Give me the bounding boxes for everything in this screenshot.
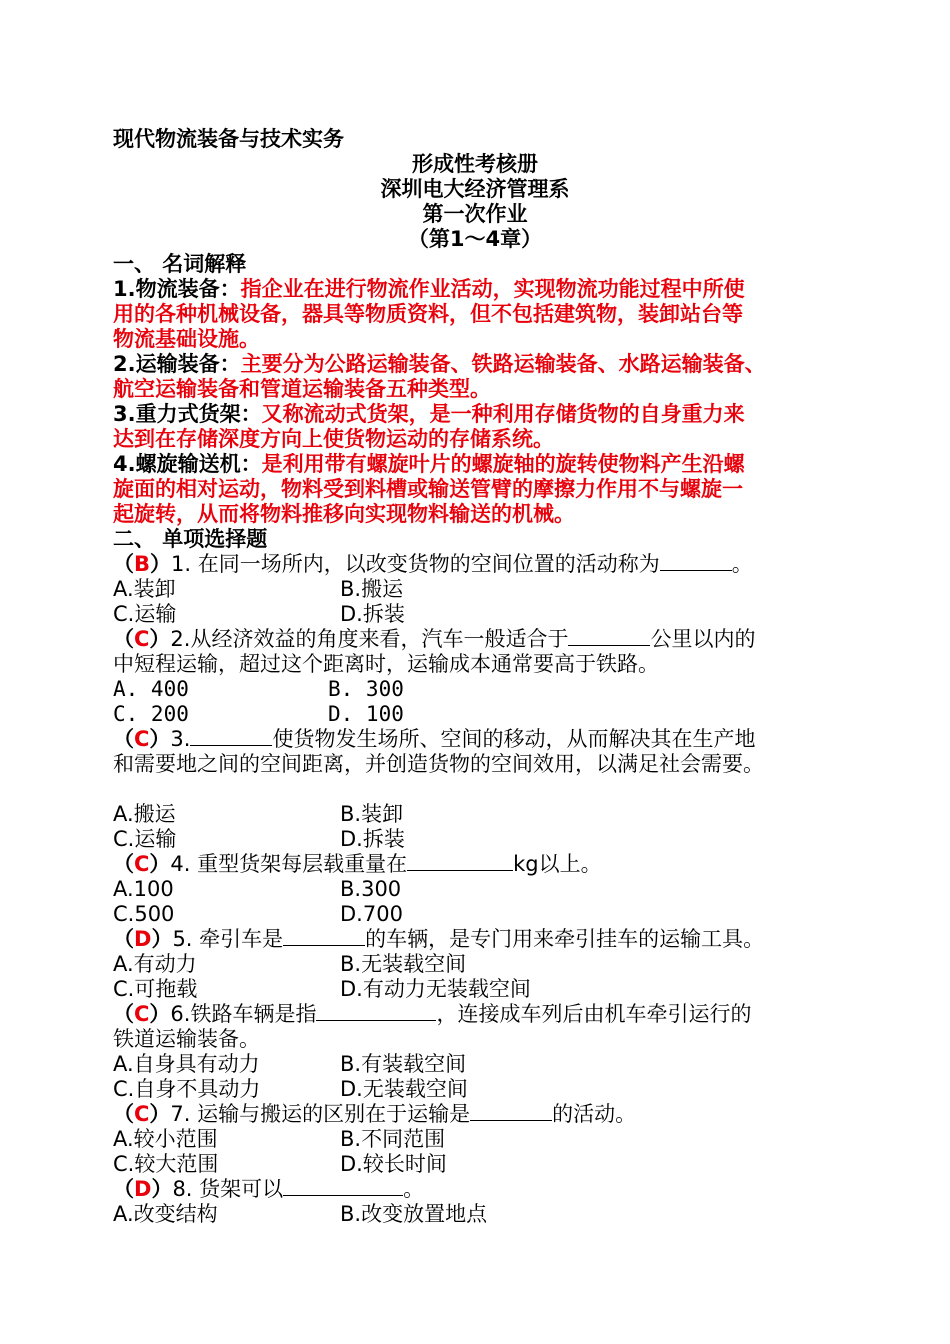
answer-letter: D [134,927,152,951]
option-d: D.有动力无装载空间 [340,977,531,1001]
term-definition: 主要分为公路运输装备、铁路运输装备、水路运输装备、 [240,352,766,376]
answer-blank [283,1177,403,1196]
term-1 [113,277,745,302]
option-a: A. 400 [113,677,189,701]
answer-letter: D [134,1177,152,1201]
term-label: 2.运输装备： [113,352,241,376]
answer-blank [568,627,650,646]
question-text: 4. 重型货架每层载重量在 [170,852,408,876]
subtitle-department: 深圳电大经济管理系 [380,177,570,201]
option-c: C.较大范围 [113,1152,219,1176]
subtitle-assignment: 第一次作业 [422,202,528,226]
answer-letter: B [134,552,151,576]
term-4 [113,452,745,477]
section2-heading: 二、 单项选择题 [113,527,268,551]
term-definition: 是利用带有螺旋叶片的螺旋轴的旋转使物料产生沿螺 [261,452,745,476]
option-b: B.装卸 [340,802,404,826]
question-text: 和需要地之间的空间距离，并创造货物的空间效用，以满足社会需要。 [113,752,764,776]
option-a: A.有动力 [113,952,197,976]
term-definition: 用的各种机械设备，器具等物质资料，但不包括建筑物，装卸站台等 [113,302,743,326]
option-c: C. 200 [113,702,189,726]
answer-blank [660,552,732,571]
question-7: （C）7. 运输与搬运的区别在于运输是 的活动。 [113,1102,637,1126]
option-a: A.100 [113,877,174,901]
term-definition: 又称流动式货架，是一种利用存储货物的自身重力来 [261,402,745,426]
option-b: B. 300 [328,677,404,701]
question-6: （C）6.铁路车辆是指 ，连接成车列后由机车牵引运行的 [113,1002,752,1026]
answer-blank [407,852,513,871]
question-3: （C）3. 使货物发生场所、空间的移动，从而解决其在生产地 [113,727,756,751]
option-b: B.不同范围 [340,1127,446,1151]
question-text: 8. 货架可以 [172,1177,284,1201]
answer-letter: C [134,1002,150,1026]
question-text: 7. 运输与搬运的区别在于运输是 [170,1102,471,1126]
option-c: C.可拖载 [113,977,198,1001]
answer-letter: C [134,727,150,751]
question-4: （C）4. 重型货架每层载重量在 kg以上。 [113,852,602,876]
term-definition: 指企业在进行物流作业活动，实现物流功能过程中所使 [240,277,745,301]
option-b: B.改变放置地点 [340,1202,488,1226]
term-definition: 航空运输装备和管道运输装备五种类型。 [113,377,491,401]
option-d: D.拆装 [340,602,405,626]
term-definition: 达到在存储深度方向上使货物运动的存储系统。 [113,427,554,451]
option-d: D.700 [340,902,403,926]
question-text: 5. 牵引车是 [172,927,284,951]
term-label: 1.物流装备： [113,277,241,301]
question-5: （D）5. 牵引车是 的车辆，是专门用来牵引挂车的运输工具。 [113,927,765,951]
option-b: B.无装载空间 [340,952,467,976]
option-b: B.搬运 [340,577,404,601]
option-b: B.有装载空间 [340,1052,467,1076]
term-definition: 旋面的相对运动，物料受到料槽或输送管臂的摩擦力作用不与螺旋一 [113,477,743,501]
term-3 [113,402,745,427]
subtitle-chapters: （第1～4章） [407,227,543,251]
option-a: A.改变结构 [113,1202,218,1226]
term-label: 3.重力式货架： [113,402,262,426]
question-text: 6.铁路车辆是指 [170,1002,317,1026]
subtitle-booklet: 形成性考核册 [412,152,538,176]
option-d: D.无装载空间 [340,1077,468,1101]
question-1: （B）1. 在同一场所内，以改变货物的空间位置的活动称为 。 [113,552,753,576]
option-a: A.自身具有动力 [113,1052,260,1076]
question-text: 铁道运输装备。 [113,1027,260,1051]
course-title: 现代物流装备与技术实务 [113,127,344,151]
question-text: 中短程运输，超过这个距离时，运输成本通常要高于铁路。 [113,652,659,676]
option-d: D. 100 [328,702,404,726]
answer-blank [283,927,365,946]
option-c: C.500 [113,902,175,926]
answer-letter: C [134,852,150,876]
option-c: C.运输 [113,827,177,851]
answer-letter: C [134,627,150,651]
option-d: D.较长时间 [340,1152,447,1176]
term-label: 4.螺旋输送机： [113,452,262,476]
term-definition: 起旋转，从而将物料推移向实现物料输送的机械。 [113,502,575,526]
option-c: C.运输 [113,602,177,626]
question-text: 2.从经济效益的角度来看，汽车一般适合于 [170,627,569,651]
question-2: （C）2.从经济效益的角度来看，汽车一般适合于 公里以内的 [113,627,756,651]
question-text: 3. [170,727,191,751]
option-d: D.拆装 [340,827,405,851]
term-2 [113,352,766,377]
answer-letter: C [134,1102,150,1126]
answer-blank [190,727,272,746]
answer-blank [316,1002,436,1021]
option-a: A.装卸 [113,577,176,601]
answer-blank [470,1102,552,1121]
question-8: （D）8. 货架可以 。 [113,1177,425,1201]
term-definition: 物流基础设施。 [113,327,260,351]
section1-heading: 一、 名词解释 [113,252,247,276]
question-text: 1. 在同一场所内，以改变货物的空间位置的活动称为 [171,552,660,576]
option-a: A.搬运 [113,802,176,826]
option-a: A.较小范围 [113,1127,218,1151]
option-b: B.300 [340,877,402,901]
option-c: C.自身不具动力 [113,1077,261,1101]
